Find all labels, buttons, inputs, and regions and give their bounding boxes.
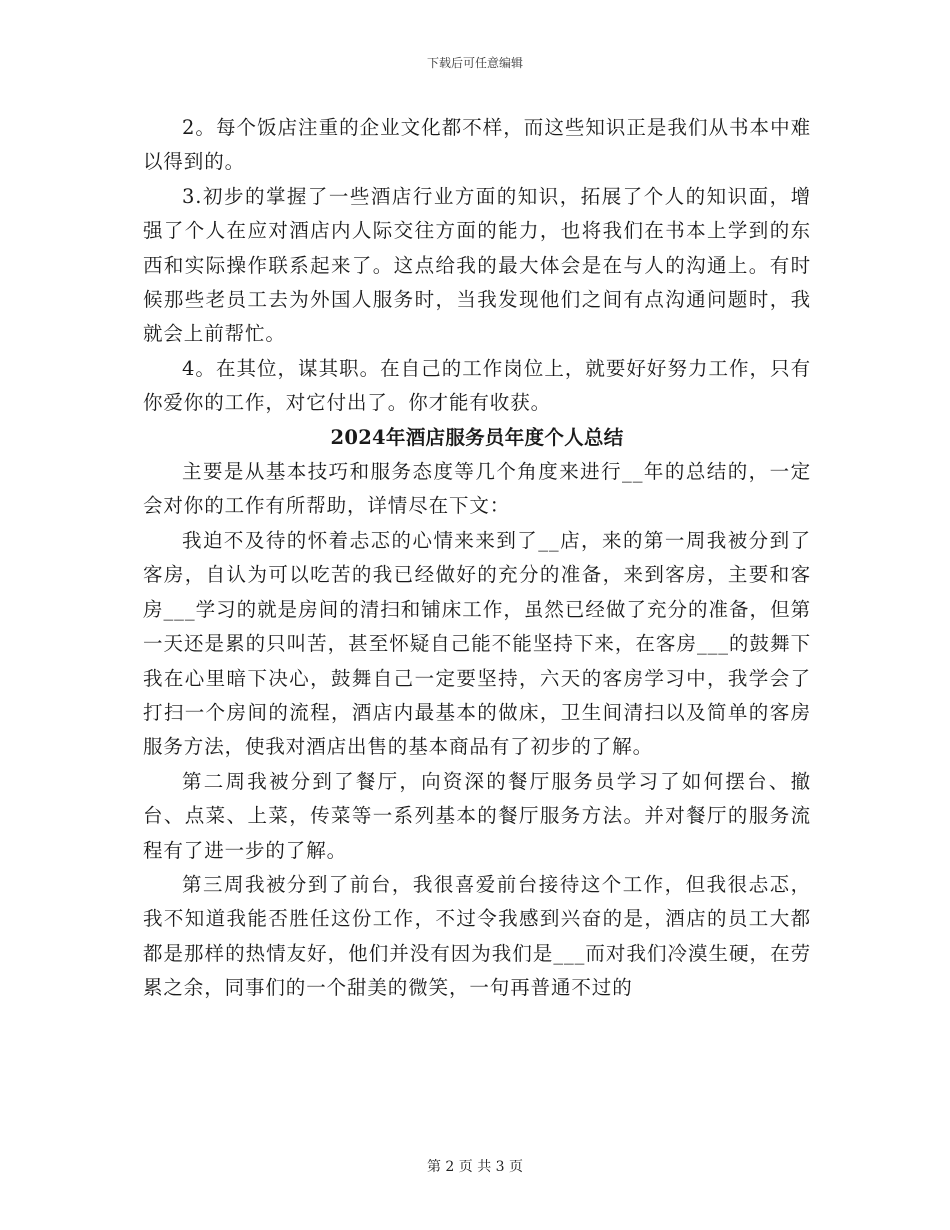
paragraph-intro: 主要是从基本技巧和服务态度等几个角度来进行__年的总结的，一定会对你的工作有所帮助，详情尽在下文：: [143, 460, 811, 518]
paragraph-week-3: 第三周我被分到了前台，我很喜爱前台接待这个工作，但我很忐忑，我不知道我能否胜任这份工作，不过令我感到兴奋的是，酒店的员工大都都是那样的热情友好，他们并没有因为我们是___而对我们冷漠生硬，在劳累之余，同事们的一个甜美的微笑，一句再普通不过的: [143, 872, 811, 1000]
document-body: [143, 111, 811, 1006]
paragraph-week-2: 第二周我被分到了餐厅，向资深的餐厅服务员学习了如何摆台、撤台、点菜、上菜，传菜等一系列基本的餐厅服务方法。并对餐厅的服务流程有了进一步的了解。: [143, 769, 811, 862]
section-title: 2024年酒店服务员年度个人总结: [330, 425, 624, 449]
page-header: 下载后可任意编辑: [426, 56, 523, 70]
paragraph-item-3: 3.初步的掌握了一些酒店行业方面的知识，拓展了个人的知识面，增强了个人在应对酒店内人际交往方面的能力，也将我们在书本上学到的东西和实际操作联系起来了。这点给我的最大体会是在与人的沟通上。有时候那些老员工去为外国人服务时，当我发现他们之间有点沟通问题时，我就会上前帮忙。: [143, 184, 811, 346]
paragraph-item-4: 4。在其位，谋其职。在自己的工作岗位上，就要好好努力工作，只有你爱你的工作，对它付出了。你才能有收获。: [143, 356, 811, 415]
page-footer: 第 2 页 共 3 页: [426, 1159, 524, 1175]
paragraph-week-1: 我迫不及待的怀着忐忑的心情来来到了__店，来的第一周我被分到了客房，自认为可以吃苦的我已经做好的充分的准备，来到客房，主要和客房___学习的就是房间的清扫和铺床工作，虽然已经做了充分的准备，但第一天还是累的只叫苦，甚至怀疑自己能不能坚持下来，在客房___的鼓舞下我在心里暗下决心，鼓舞自己一定要坚持，六天的客房学习中，我学会了打扫一个房间的流程，酒店内最基本的做床，卫生间清扫以及简单的客房服务方法，使我对酒店出售的基本商品有了初步的了解。: [143, 528, 811, 759]
paragraph-item-2: 2。每个饭店注重的企业文化都不样，而这些知识正是我们从书本中难以得到的。: [143, 116, 811, 174]
